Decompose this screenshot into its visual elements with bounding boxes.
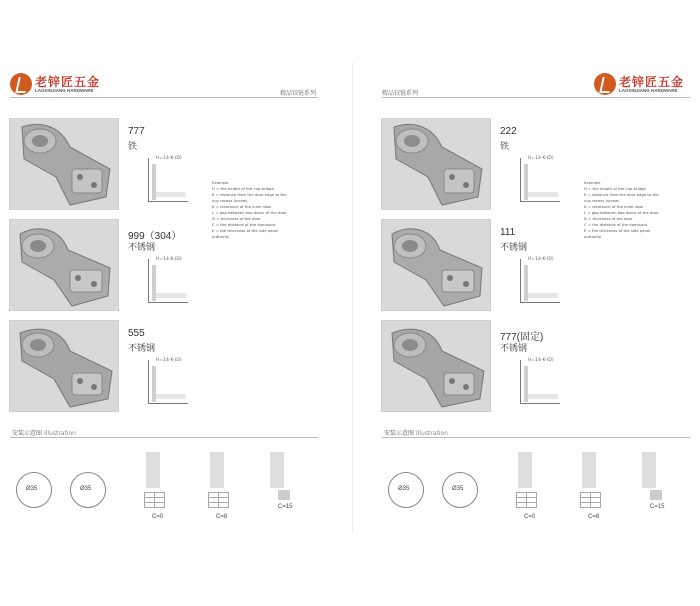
note-line: authority bbox=[212, 234, 230, 239]
hinge-photo bbox=[381, 219, 491, 311]
note-line: K = clearance of the inner door bbox=[212, 204, 272, 209]
product-spec: H=14-K-(D) bbox=[156, 358, 182, 363]
header-divider bbox=[10, 97, 318, 98]
crank-diagram bbox=[562, 444, 622, 528]
product-card bbox=[6, 320, 322, 418]
note-line: D = thickness of the door bbox=[212, 216, 261, 221]
hinge-photo bbox=[381, 118, 491, 210]
series-title: 精品铰链系列 bbox=[279, 90, 316, 97]
product-model: 777 bbox=[128, 126, 145, 137]
hinge-photo bbox=[9, 320, 119, 412]
crank-value: C=8 bbox=[216, 514, 228, 520]
cup-diagram bbox=[64, 444, 114, 528]
note-line: C = the distance of the dominant bbox=[584, 222, 648, 227]
illustration-title-cn: 安装示意图 bbox=[384, 430, 415, 437]
note-line: Η = the height of the cup bridge bbox=[212, 186, 274, 191]
note-line: C = the distance of the dominant bbox=[212, 222, 276, 227]
brand-name-cn: 老锌匠五金 bbox=[619, 75, 685, 89]
illustration-title-en: Illustration bbox=[415, 430, 448, 437]
note-line: Η = the height of the cup bridge bbox=[584, 186, 646, 191]
crank-value: C=0 bbox=[524, 514, 536, 520]
product-spec: H=14-K-(D) bbox=[528, 257, 554, 262]
header-divider bbox=[382, 97, 690, 98]
product-material: 不锈钢 bbox=[500, 243, 528, 253]
illustration-divider bbox=[382, 437, 690, 438]
illustration-title bbox=[12, 428, 76, 437]
note-line: Κ = distance from the door edge to the bbox=[584, 192, 659, 197]
product-material: 不锈钢 bbox=[500, 344, 528, 354]
note-line: authority bbox=[584, 234, 602, 239]
illustration-divider bbox=[10, 437, 318, 438]
product-material: 铁 bbox=[128, 142, 138, 152]
product-model: 999（304） bbox=[128, 231, 182, 242]
series-title: 精品铰链系列 bbox=[382, 90, 419, 97]
product-spec: H=14-K-(D) bbox=[528, 156, 554, 161]
crank-value: C=8 bbox=[588, 514, 600, 520]
cup-diameter: Ø35 bbox=[452, 486, 464, 492]
crank-value: C=15 bbox=[650, 504, 665, 510]
product-spec: H=14-K-(D) bbox=[156, 156, 182, 161]
illustration-title-en: Illustration bbox=[43, 430, 76, 437]
catalog-page-left bbox=[6, 62, 322, 532]
note-line: Κ = distance from the door edge to the bbox=[212, 192, 287, 197]
note-line: K = clearance of the inner door bbox=[584, 204, 644, 209]
crank-value: C=0 bbox=[152, 514, 164, 520]
note-line: L = gap between two doors of the door bbox=[584, 210, 659, 215]
note-line: cup recess (screw) bbox=[584, 198, 620, 203]
brand-name-en: LAOXINJIANG HARDWARE bbox=[35, 88, 94, 93]
product-model: 111 bbox=[500, 227, 516, 238]
note-line: Ε = the thickness of the side panel bbox=[212, 228, 279, 233]
illustration-title-cn: 安装示意图 bbox=[12, 430, 43, 437]
note-line: cup recess (screw) bbox=[212, 198, 248, 203]
product-material: 不锈钢 bbox=[128, 344, 156, 354]
note-line: Example bbox=[212, 180, 229, 185]
spec-notes bbox=[212, 180, 320, 240]
crank-value: C=15 bbox=[278, 504, 293, 510]
catalog-page-right bbox=[378, 62, 694, 532]
crank-diagram bbox=[190, 444, 250, 528]
product-model: 555 bbox=[128, 328, 145, 339]
hinge-photo bbox=[9, 219, 119, 311]
cup-diameter: Ø35 bbox=[398, 486, 410, 492]
hinge-photo bbox=[9, 118, 119, 210]
illustration-title bbox=[384, 428, 448, 437]
product-model: 777(固定) bbox=[500, 332, 544, 343]
note-line: Example bbox=[584, 180, 601, 185]
crank-diagram bbox=[498, 444, 558, 528]
product-card bbox=[378, 320, 694, 418]
note-line: D = thickness of the door bbox=[584, 216, 633, 221]
product-spec: H=14-K-(D) bbox=[528, 358, 554, 363]
page-spine bbox=[352, 62, 353, 532]
note-line: L = gap between two doors of the door bbox=[212, 210, 287, 215]
cup-diagram bbox=[10, 444, 60, 528]
installation-illustration bbox=[6, 428, 322, 532]
cup-diagram bbox=[382, 444, 432, 528]
brand-logo-icon bbox=[10, 73, 32, 95]
crank-diagram bbox=[126, 444, 186, 528]
brand-logo bbox=[10, 73, 106, 97]
brand-name-cn: 老锌匠五金 bbox=[35, 75, 101, 89]
installation-illustration bbox=[378, 428, 694, 532]
cup-diagram bbox=[436, 444, 486, 528]
crank-diagram bbox=[626, 444, 686, 528]
brand-logo-icon bbox=[594, 73, 616, 95]
product-material: 不锈钢 bbox=[128, 243, 156, 253]
crank-diagram bbox=[254, 444, 314, 528]
spec-notes bbox=[584, 180, 692, 240]
brand-name-en: LAOXINJIANG HARDWARE bbox=[619, 88, 678, 93]
note-line: Ε = the thickness of the side panel bbox=[584, 228, 651, 233]
product-material: 铁 bbox=[500, 142, 510, 152]
product-model: 222 bbox=[500, 126, 517, 137]
cup-diameter: Ø35 bbox=[26, 486, 38, 492]
cup-diameter: Ø35 bbox=[80, 486, 92, 492]
hinge-photo bbox=[381, 320, 491, 412]
product-spec: H=14-K-(D) bbox=[156, 257, 182, 262]
brand-logo bbox=[594, 73, 690, 97]
